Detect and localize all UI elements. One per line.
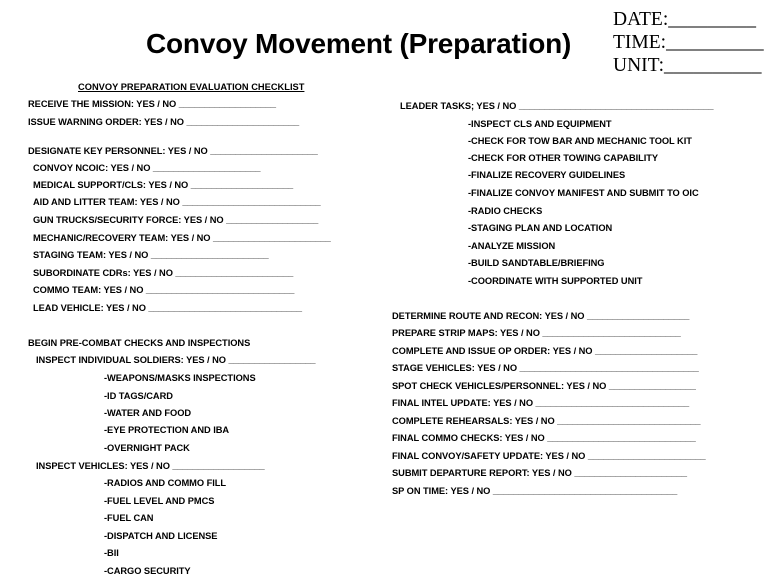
sub-item: -STAGING PLAN AND LOCATION	[468, 223, 613, 233]
checklist-item: STAGE VEHICLES: YES / NO ___________________________________	[392, 363, 699, 373]
checklist-item: SUBMIT DEPARTURE REPORT: YES / NO ______________________	[392, 468, 688, 478]
sub-item: -FUEL LEVEL AND PMCS	[104, 496, 215, 506]
checklist-item: LEAD VEHICLE: YES / NO ______________________________	[33, 303, 303, 313]
sub-item: -DISPATCH AND LICENSE	[104, 531, 218, 541]
checklist-item: ISSUE WARNING ORDER: YES / NO ______________________	[28, 117, 300, 127]
checklist-item: SUBORDINATE CDRs: YES / NO _______________________	[33, 268, 294, 278]
checklist-item: FINAL COMMO CHECKS: YES / NO _____________________________	[392, 433, 696, 443]
checklist-item: LEADER TASKS; YES / NO ______________________________________	[400, 101, 714, 111]
checklist-item: DETERMINE ROUTE AND RECON: YES / NO ____________________	[392, 311, 690, 321]
sub-item: -ANALYZE MISSION	[468, 241, 556, 251]
checklist-item: CONVOY NCOIC: YES / NO _____________________	[33, 163, 261, 173]
checklist-item: MECHANIC/RECOVERY TEAM: YES / NO _______________________	[33, 233, 331, 243]
sub-item: -ID TAGS/CARD	[104, 391, 173, 401]
sub-item: -RADIO CHECKS	[468, 206, 543, 216]
checklist-item: INSPECT VEHICLES: YES / NO __________________	[36, 461, 265, 471]
sub-item: -WATER AND FOOD	[104, 408, 192, 418]
checklist-item: PREPARE STRIP MAPS: YES / NO ___________________________	[392, 328, 681, 338]
checklist-item: FINAL INTEL UPDATE: YES / NO ______________________________	[392, 398, 690, 408]
sub-item: -COORDINATE WITH SUPPORTED UNIT	[468, 276, 643, 286]
checklist-item: COMPLETE REHEARSALS: YES / NO ____________________________	[392, 416, 701, 426]
sub-item: -OVERNIGHT PACK	[104, 443, 190, 453]
sub-item: -CARGO SECURITY	[104, 566, 191, 576]
checklist-item: FINAL CONVOY/SAFETY UPDATE: YES / NO _______________________	[392, 451, 706, 461]
checklist-item: SPOT CHECK VEHICLES/PERSONNEL: YES / NO _________________	[392, 381, 696, 391]
checklist-item: COMMO TEAM: YES / NO _____________________________	[33, 285, 295, 295]
sub-item: -BUILD SANDTABLE/BRIEFING	[468, 258, 605, 268]
checklist-item: STAGING TEAM: YES / NO _______________________	[33, 250, 269, 260]
section-heading: BEGIN PRE-COMBAT CHECKS AND INSPECTIONS	[28, 338, 251, 348]
sub-item: -RADIOS AND COMMO FILL	[104, 478, 226, 488]
unit-field: UNIT:__________	[613, 55, 762, 76]
sub-item: -FINALIZE RECOVERY GUIDELINES	[468, 170, 626, 180]
sub-item: -FUEL CAN	[104, 513, 154, 523]
checklist-item: DESIGNATE KEY PERSONNEL: YES / NO _____________________	[28, 146, 318, 156]
checklist-item: INSPECT INDIVIDUAL SOLDIERS: YES / NO _________________	[36, 355, 316, 365]
checklist-item: SP ON TIME: YES / NO ____________________________________	[392, 486, 678, 496]
sub-item: -WEAPONS/MASKS INSPECTIONS	[104, 373, 256, 383]
checklist-item: RECEIVE THE MISSION: YES / NO ___________________	[28, 99, 277, 109]
checklist-item: COMPLETE AND ISSUE OP ORDER: YES / NO ____________________	[392, 346, 698, 356]
page-title: Convoy Movement (Preparation)	[146, 28, 572, 59]
checklist-title: CONVOY PREPARATION EVALUATION CHECKLIST	[78, 82, 305, 92]
sub-item: -CHECK FOR OTHER TOWING CAPABILITY	[468, 153, 659, 163]
sub-item: -EYE PROTECTION AND IBA	[104, 425, 230, 435]
date-field: DATE:_________	[613, 9, 756, 30]
checklist-item: MEDICAL SUPPORT/CLS: YES / NO ____________________	[33, 180, 294, 190]
sub-item: -INSPECT CLS AND EQUIPMENT	[468, 119, 612, 129]
sub-item: -CHECK FOR TOW BAR AND MECHANIC TOOL KIT	[468, 136, 692, 146]
sub-item: -FINALIZE CONVOY MANIFEST AND SUBMIT TO OIC	[468, 188, 699, 198]
checklist-item: AID AND LITTER TEAM: YES / NO ___________________________	[33, 197, 321, 207]
checklist-item: GUN TRUCKS/SECURITY FORCE: YES / NO __________________	[33, 215, 319, 225]
time-field: TIME:__________	[613, 32, 764, 53]
sub-item: -BII	[104, 548, 119, 558]
